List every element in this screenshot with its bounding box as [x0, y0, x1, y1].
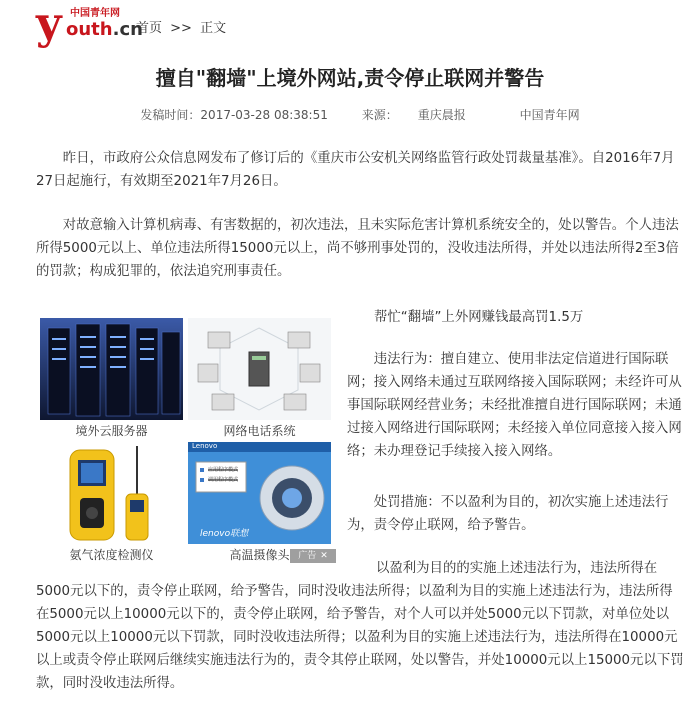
site-header — [0, 0, 700, 52]
camera-window-title: Lenovo — [192, 442, 218, 450]
ad-thumb-cloud-server[interactable] — [40, 318, 183, 420]
breadcrumb-home[interactable]: 首页 — [136, 21, 163, 36]
source-label-text: 来源： — [361, 108, 398, 122]
ad-label-text: 广告 — [298, 551, 317, 561]
paragraph-1: 昨日，市政府公众信息网发布了修订后的《重庆市公安机关网络监管行政处罚裁量基准》。自2016年7月27日起施行，有效期至2021年7月26日。 — [36, 151, 675, 189]
server-rack-image — [40, 318, 183, 420]
ad-thumb-camera[interactable] — [188, 442, 331, 544]
ad-caption-4[interactable]: 高温摄像头 — [229, 548, 290, 562]
phone-system-image — [188, 318, 331, 420]
paragraph-4: 违法行为：擅自建立、使用非法定信道进行国际联网；接入网络未通过互联网络接入国际联网；未经许可从事国际联网经营业务；未经批准擅自进行国际联网；未通过接入网络进行国际联网；未经接入单位同意接入接入网络；未办理登记手续接入接入网络。 — [347, 352, 682, 459]
breadcrumb — [136, 17, 230, 36]
logo-top-text: 中国青年网 — [70, 8, 120, 19]
breadcrumb-separator: >> — [170, 21, 192, 36]
site-name: 中国青年网 — [519, 108, 580, 122]
publish-time: 发稿时间：2017-03-28 08:38:51 — [140, 108, 328, 122]
ad-thumb-voip-system[interactable] — [188, 318, 331, 420]
source-name: 重庆晨报 — [417, 108, 466, 122]
logo-text — [66, 19, 143, 40]
camera-brand: lenovo联想 — [200, 529, 249, 539]
paragraph-6: 以盈利为目的的实施上述违法行为，违法所得在5000元以下的，责令停止联网，给予警告，同时没收违法所得；以盈利为目的实施上述违法行为，违法所得在5000元以上10000元以下的，责令停止联网，给予警告，对个人可以并处5000元以下罚款，对单位处以5000元以上10000元以下罚款，同时没收违法所得；以盈利为目的实施上述违法行为，违法所得在10000元以上或责令停止联网后继续实施违法行为的，责令其停止联网，处以警告，并处10000元以上15000元以下罚款，同时没收违法所得。 — [36, 561, 684, 691]
source-label — [352, 108, 476, 122]
subheading: 帮忙“翻墙”上外网赚钱最高罚1.5万 — [374, 310, 584, 325]
article-title: 擅自"翻墙"上境外网站,责令停止联网并警告 — [155, 66, 545, 90]
ad-caption-1[interactable]: 境外云服务器 — [75, 424, 148, 438]
camera-menu-1: 应用程序模式 — [208, 467, 239, 473]
ad-block — [40, 318, 336, 563]
ad-close-icon[interactable]: ✕ — [320, 551, 328, 561]
paragraph-5: 处罚措施：不以盈利为目的，初次实施上述违法行为，责令停止联网，给予警告。 — [347, 495, 669, 533]
logo-cn: .cn — [112, 19, 143, 40]
breadcrumb-current: 正文 — [200, 21, 227, 36]
logo-y: y — [36, 0, 62, 49]
article-meta — [0, 106, 700, 123]
ad-thumb-gas-detector[interactable] — [40, 442, 183, 544]
logo-outh: outh — [66, 19, 113, 40]
paragraph-2: 对故意输入计算机病毒、有害数据的，初次违法，且未实际危害计算机系统安全的，处以警告。个人违法所得5000元以上、单位违法所得15000元以上，尚不够刑事处罚的，没收违法所得，并处以违法所得2至3倍的罚款；构成犯罪的，依法追究刑事责任。 — [36, 218, 679, 279]
ad-caption-3[interactable]: 氨气浓度检测仪 — [69, 548, 154, 562]
site-logo[interactable] — [36, 0, 143, 49]
ad-caption-2[interactable]: 网络电话系统 — [223, 424, 296, 438]
gas-detector-image — [40, 442, 183, 544]
camera-menu-2: 调用程序模式 — [208, 477, 239, 483]
